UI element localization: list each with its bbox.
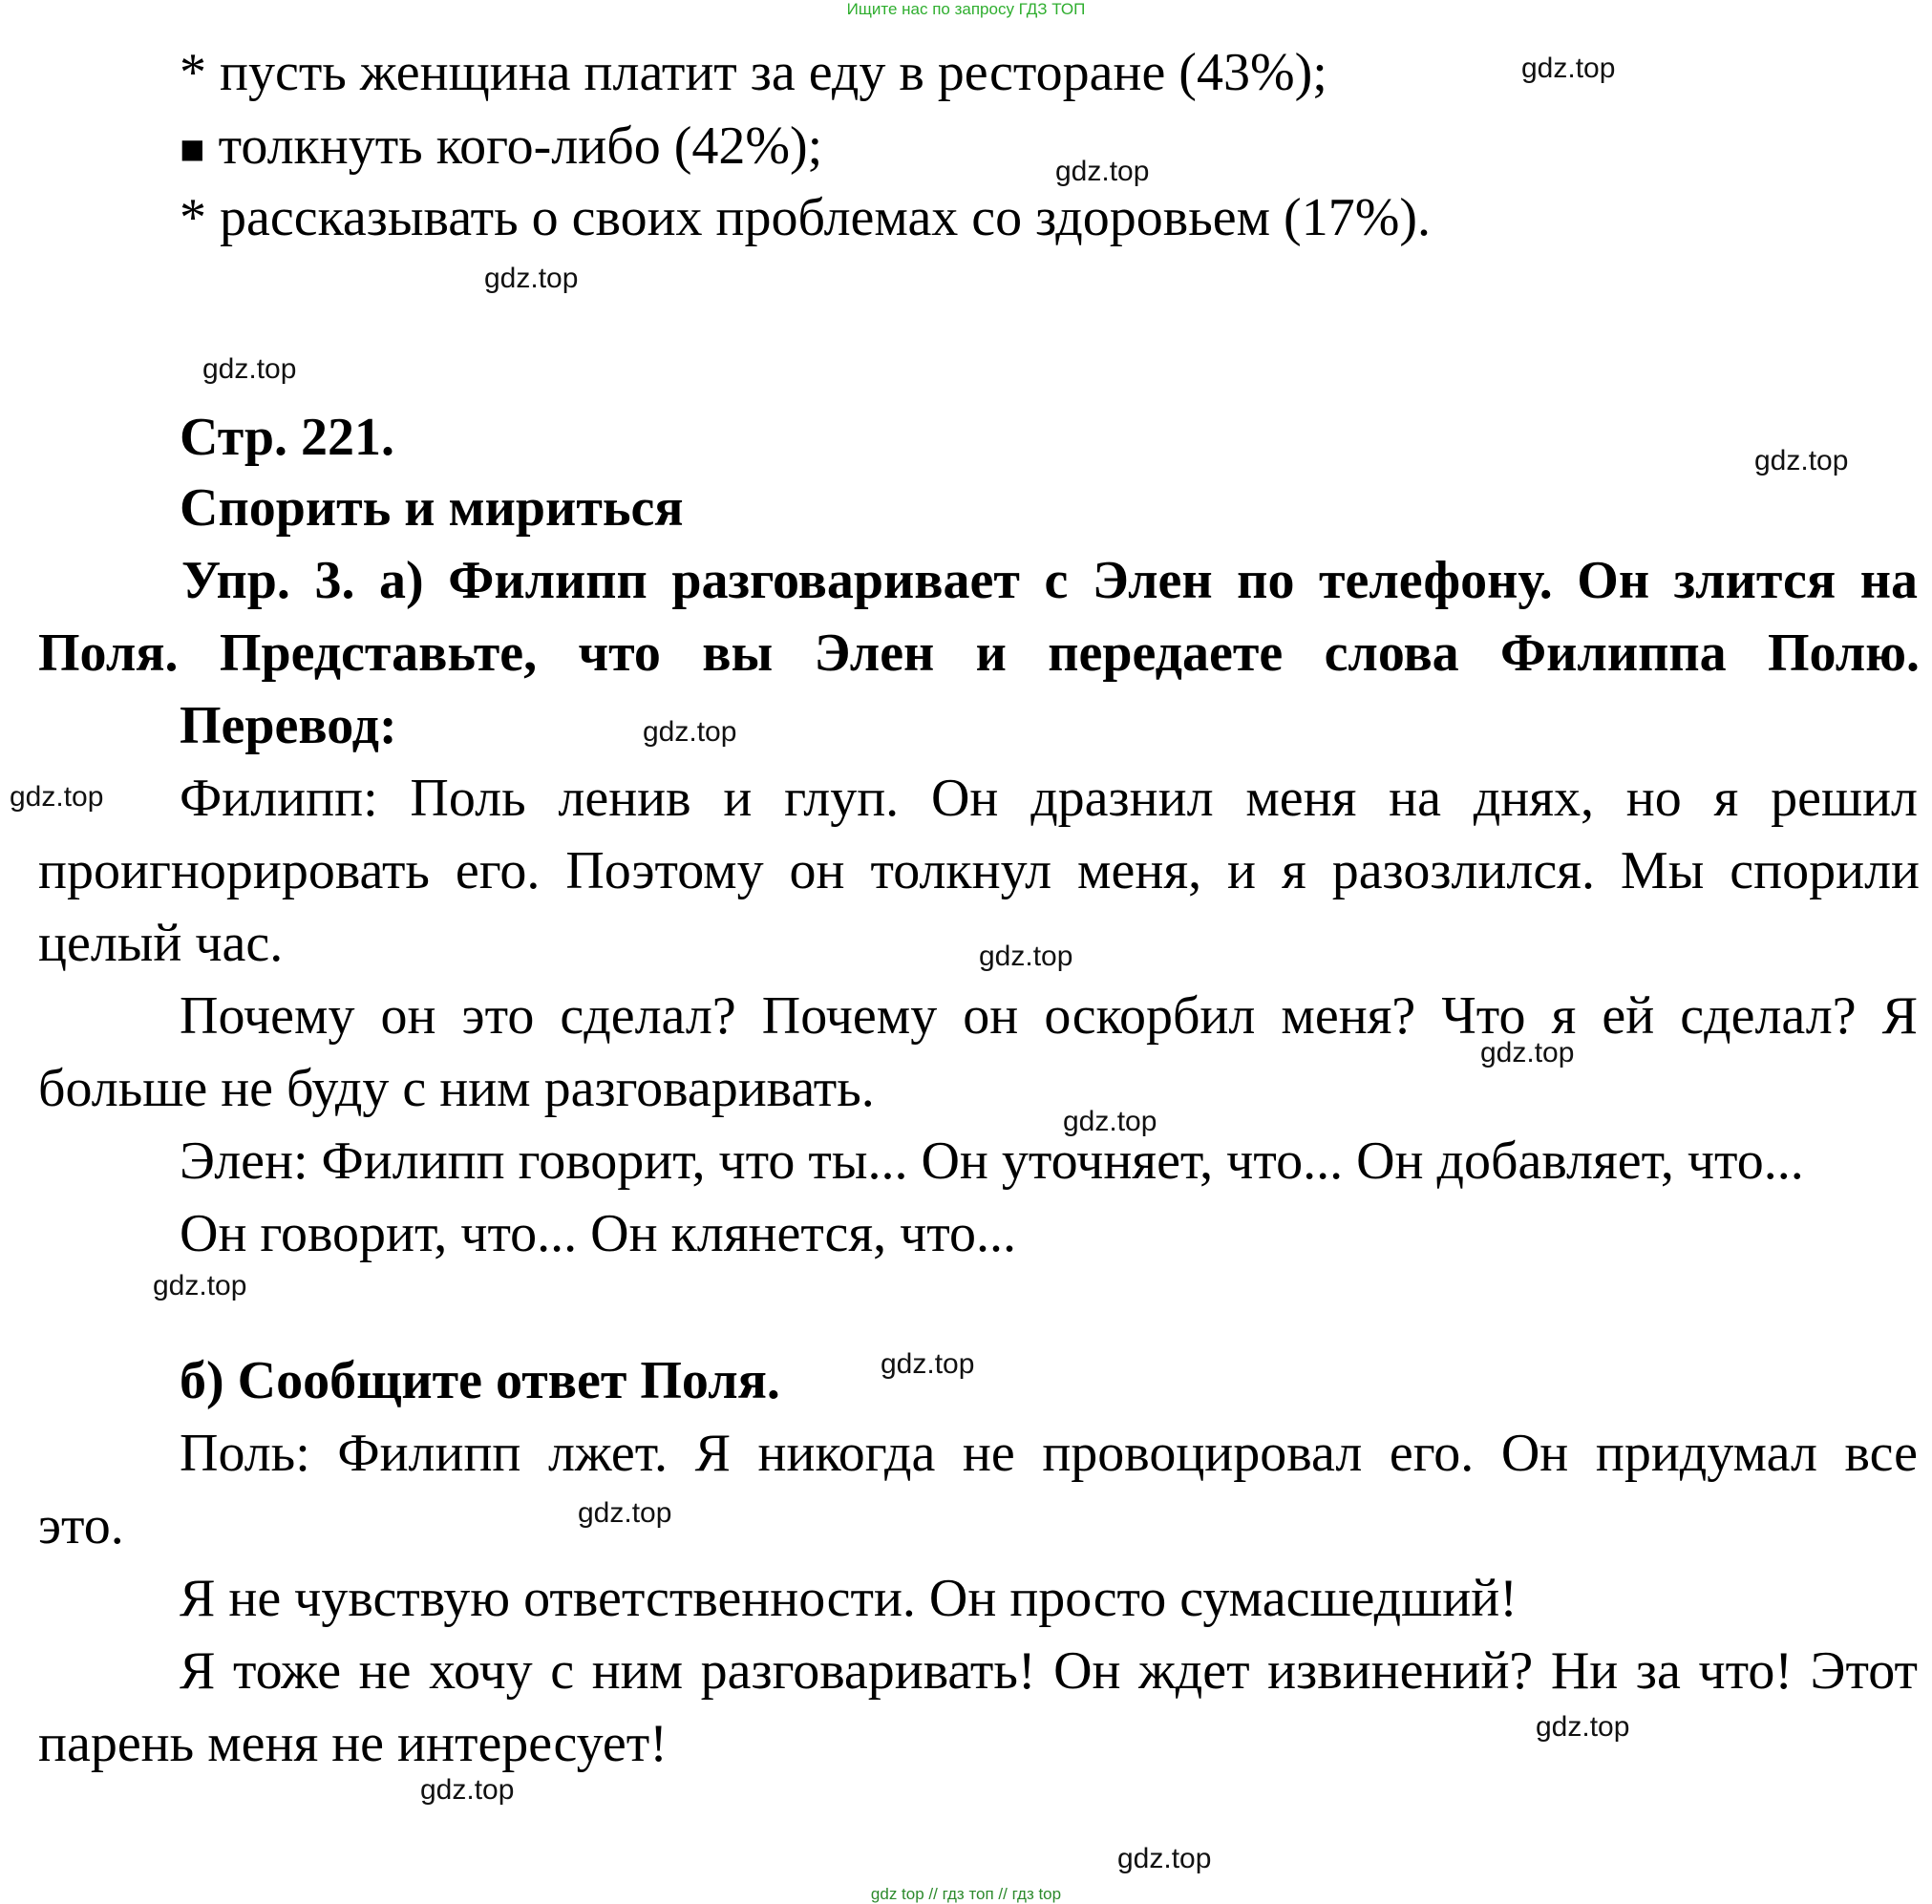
paragraph-line: Элен: Филипп говорит, что ты... Он уточняет, что... Он добавляет, что...	[180, 1132, 1804, 1191]
watermark: gdz.top	[420, 1774, 515, 1806]
watermark: gdz.top	[1521, 53, 1616, 84]
watermark: gdz.top	[881, 1348, 975, 1380]
watermark: gdz.top	[1117, 1843, 1212, 1874]
watermark: gdz.top	[979, 941, 1073, 972]
paragraph-line: это.	[38, 1496, 124, 1555]
bullet-marker: *	[180, 43, 206, 102]
bullet-marker: ■	[180, 126, 205, 173]
paragraph-line: Я не чувствую ответственности. Он просто сумасшедший!	[180, 1569, 1518, 1628]
part-b-heading: б) Сообщите ответ Поля.	[180, 1351, 780, 1410]
exercise-line: Упр. 3. а) Филипп разговаривает с Элен по телефону. Он злится на	[181, 551, 1918, 610]
exercise-line: Поля. Представьте, что вы Элен и передаете слова Филиппа Полю.	[38, 624, 1920, 683]
paragraph-line: целый час.	[38, 914, 284, 973]
watermark: gdz.top	[153, 1270, 247, 1301]
paragraph-line: Филипп: Поль ленив и глуп. Он дразнил меня на днях, но я решил	[180, 769, 1918, 828]
paragraph-line: проигнорировать его. Поэтому он толкнул меня, и я разозлился. Мы спорили	[38, 841, 1920, 900]
watermark: gdz.top	[1754, 445, 1849, 476]
watermark: gdz.top	[578, 1497, 672, 1529]
paragraph-line: Почему он это сделал? Почему он оскорбил меня? Что я ей сделал? Я	[180, 986, 1918, 1046]
watermark: gdz.top	[10, 781, 104, 813]
paragraph-line: Я тоже не хочу с ним разговаривать! Он ждет извинений? Ни за что! Этот	[180, 1641, 1918, 1701]
bullet-marker: *	[180, 188, 206, 247]
top-search-banner: Ищите нас по запросу ГДЗ ТОП	[846, 0, 1086, 18]
bullet-text: пусть женщина платит за еду в ресторане (43%);	[220, 43, 1327, 102]
paragraph-line: парень меня не интересует!	[38, 1714, 668, 1773]
paragraph-line: Он говорит, что... Он клянется, что...	[180, 1204, 1016, 1263]
bullet-text: рассказывать о своих проблемах со здоровьем (17%).	[220, 188, 1431, 247]
bullet-item	[180, 181, 1431, 254]
watermark: gdz.top	[643, 716, 737, 748]
bullet-text: толкнуть кого-либо (42%);	[218, 116, 823, 176]
paragraph-line: Поль: Филипп лжет. Я никогда не провоцировал его. Он придумал все	[180, 1424, 1918, 1483]
paragraph-line: больше не буду с ним разговаривать.	[38, 1059, 875, 1118]
watermark: gdz.top	[484, 263, 579, 294]
watermark: gdz.top	[1063, 1106, 1157, 1137]
bottom-banner: gdz top // гдз топ // гдз top	[870, 1885, 1062, 1903]
bullet-item	[180, 36, 1327, 109]
watermark: gdz.top	[1480, 1037, 1575, 1068]
page-reference: Стр. 221.	[180, 408, 395, 467]
watermark: gdz.top	[1055, 156, 1150, 187]
section-title: Спорить и мириться	[180, 478, 684, 538]
watermark: gdz.top	[1536, 1711, 1630, 1743]
watermark: gdz.top	[202, 353, 297, 385]
translation-heading: Перевод:	[180, 696, 397, 755]
bullet-item	[180, 110, 822, 186]
